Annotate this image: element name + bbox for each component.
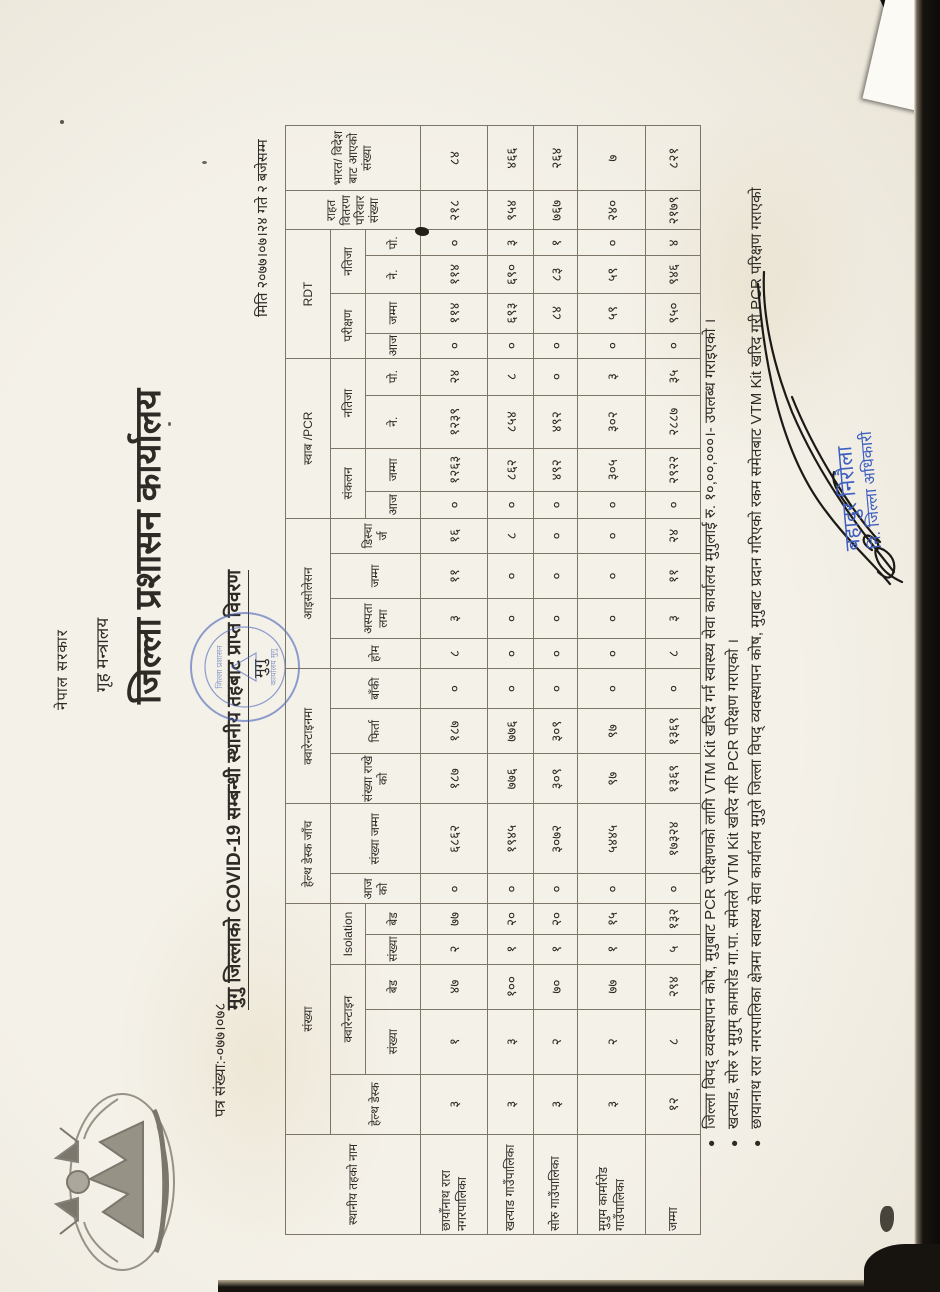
col-home-isolation: होम — [331, 639, 421, 669]
data-cell: ० — [534, 553, 578, 598]
data-cell: ८४ — [421, 126, 488, 191]
data-cell: २९२२ — [646, 448, 701, 491]
col-rdt-total: जम्मा — [366, 293, 421, 333]
data-cell: ९७ — [578, 754, 646, 804]
data-cell: ० — [534, 599, 578, 639]
bullet-icon: ● — [750, 1139, 764, 1147]
data-cell: १ — [488, 934, 534, 964]
data-cell: ० — [578, 669, 646, 709]
col-isolation-total: जम्मा — [331, 553, 421, 598]
data-cell: ११ — [421, 553, 488, 598]
data-cell: १६ — [421, 518, 488, 553]
data-cell: १३६९ — [646, 754, 701, 804]
row-name: छायाँनाथ रारा नगरपालिका — [421, 1134, 488, 1234]
data-cell: १८७ — [421, 709, 488, 754]
group-in-quarantine: क्वारेन्टाइनमा — [286, 669, 331, 804]
data-cell: ० — [646, 669, 701, 709]
col-quarantine-beds: बेड — [366, 964, 421, 1009]
data-cell: २० — [534, 904, 578, 934]
signatory-name: बहादुर निरौला — [833, 445, 866, 552]
group-isolation: आइसोलेसन — [286, 518, 331, 668]
col-relief-families: राहत वितरण परिवार संख्या — [286, 191, 421, 230]
col-pcr-negative: ने. — [366, 395, 421, 448]
data-cell: १२६३ — [421, 448, 488, 491]
data-cell: ० — [534, 639, 578, 669]
data-cell: ७७६ — [488, 709, 534, 754]
row-name: खत्याड गाउँपालिका — [488, 1134, 534, 1234]
letter-number: पत्र संख्या:-०७७।०७८ — [212, 1002, 229, 1117]
data-cell: ८ — [646, 1009, 701, 1074]
footnote-text: जिल्ला विपद् व्यवस्थापन कोष, मुगुबाट PCR परीक्षणको लागि VTM Kit खरिद गर्न स्वास्थ्य सेवा कार्यालय मुगुलाई रु. १०,००,०००।- उपलब्ध गराइएको । — [702, 318, 719, 1129]
col-rdt-negative: ने. — [366, 256, 421, 293]
data-cell: ५९ — [578, 293, 646, 333]
svg-text:जिल्ला प्रशासन: जिल्ला प्रशासन — [215, 645, 224, 689]
data-cell: २ — [534, 1009, 578, 1074]
data-cell: ० — [578, 491, 646, 518]
data-cell: ० — [534, 491, 578, 518]
data-cell: ० — [578, 639, 646, 669]
data-cell: ८३ — [534, 256, 578, 293]
data-cell: ७ — [578, 126, 646, 191]
subgroup-collection: संकलन — [331, 448, 366, 518]
data-cell: ११ — [646, 553, 701, 598]
data-cell: ७७ — [578, 964, 646, 1009]
data-cell: ० — [488, 639, 534, 669]
data-cell: ० — [534, 518, 578, 553]
col-hospital-isolation: अस्पतालमा — [331, 599, 421, 639]
data-cell: ५ — [646, 934, 701, 964]
district-name: मुगु — [252, 659, 269, 678]
col-rdt-positive: पो. — [366, 230, 421, 256]
table-row-total — [646, 126, 701, 1235]
col-discharged: डिस्चार्ज — [331, 518, 421, 553]
data-cell: ९४६ — [646, 256, 701, 293]
data-cell: १८७ — [421, 754, 488, 804]
nepal-emblem-watermark — [48, 1077, 188, 1282]
data-cell: ८५४ — [488, 395, 534, 448]
data-cell: ३ — [578, 358, 646, 395]
footnote-item — [700, 112, 722, 1147]
data-cell: १५ — [578, 904, 646, 934]
data-cell: ८ — [488, 358, 534, 395]
data-cell: ० — [578, 553, 646, 598]
col-pcr-today: आज — [366, 491, 421, 518]
col-remaining: बाँकी — [331, 669, 421, 709]
data-cell: ३ — [646, 599, 701, 639]
data-cell: ० — [534, 669, 578, 709]
document-title: मुगु जिल्लाको COVID-19 सम्बन्धी स्थानीय तहबाट प्राप्त विवरण — [220, 570, 249, 1010]
signatory-title: नि. जिल्ला अधिकारी — [858, 430, 886, 550]
data-cell: २४ — [646, 518, 701, 553]
data-cell: १२ — [646, 1074, 701, 1134]
data-cell: ३ — [534, 1074, 578, 1134]
data-cell: ७७ — [421, 904, 488, 934]
speckle — [60, 120, 64, 124]
data-cell: ० — [488, 669, 534, 709]
covid-report-table — [285, 125, 701, 1235]
bullet-icon: ● — [727, 1139, 741, 1147]
speckle — [202, 161, 207, 164]
data-cell: ० — [488, 491, 534, 518]
data-cell: ० — [488, 553, 534, 598]
ink-blot — [415, 227, 429, 236]
data-cell: ८ — [488, 518, 534, 553]
data-cell: ० — [578, 230, 646, 256]
data-cell: ९७ — [578, 709, 646, 754]
data-cell: १२३९ — [421, 395, 488, 448]
date-line: मिति २०७७।०७।२४ गते २ बजेसम्म — [255, 139, 271, 317]
data-cell: १ — [534, 934, 578, 964]
data-cell: ५४४५ — [578, 804, 646, 874]
data-cell: ११४ — [421, 293, 488, 333]
col-local-level-name: स्थानीय तहको नाम — [286, 1134, 421, 1234]
data-cell: ० — [488, 333, 534, 358]
table-header — [286, 126, 421, 1235]
col-arrived-from-india-abroad: भारत/ विदेश बाट आएको संख्या — [286, 126, 421, 191]
data-cell: २ — [421, 934, 488, 964]
col-health-desk: हेल्थ डेस्क — [331, 1074, 421, 1134]
footnote-item — [723, 112, 745, 1147]
data-cell: ० — [578, 599, 646, 639]
data-cell: ४९२ — [534, 395, 578, 448]
data-cell: ० — [488, 874, 534, 904]
data-cell: २८८७ — [646, 395, 701, 448]
col-today-check: आजको — [331, 874, 421, 904]
data-cell: ३ — [421, 1074, 488, 1134]
data-cell: ३०५ — [578, 448, 646, 491]
bullet-icon: ● — [704, 1139, 718, 1147]
data-cell: ३०२ — [578, 395, 646, 448]
data-cell: ४६६ — [488, 126, 534, 191]
data-cell: २० — [488, 904, 534, 934]
data-cell: ० — [578, 333, 646, 358]
data-cell: ३ — [488, 1009, 534, 1074]
data-cell: ११४ — [421, 256, 488, 293]
data-cell: ६९३ — [488, 293, 534, 333]
data-cell: ३ — [421, 599, 488, 639]
group-swab-pcr: स्वाब /PCR — [286, 358, 331, 518]
table-row — [421, 126, 488, 1235]
scan-corner-shadow-bottom-right — [864, 1244, 940, 1292]
data-cell: ० — [421, 230, 488, 256]
data-cell: १०० — [488, 964, 534, 1009]
col-returned: फिर्ता — [331, 709, 421, 754]
data-cell: १ — [421, 1009, 488, 1074]
table-row — [534, 126, 578, 1235]
subgroup-pcr-result: नतिजा — [331, 358, 366, 448]
data-cell: ० — [421, 491, 488, 518]
data-cell: ८ — [646, 639, 701, 669]
data-cell: १९४५ — [488, 804, 534, 874]
subgroup-quarantine: क्वारेन्टाइन — [331, 964, 366, 1074]
footnote-text: छायानाथ रारा नगरपालिका क्षेत्रमा स्वास्थ्य सेवा कार्यालय मुगुले जिल्ला विपद् व्यवस्थापन कोष, मुगुबाट प्रदान गरिएको रकम समेतबाट VTM Kit खरिद गरी PCR परिक्षण गराएको — [748, 187, 765, 1129]
data-cell: ० — [534, 874, 578, 904]
data-cell: ० — [421, 333, 488, 358]
data-cell: ८६२ — [488, 448, 534, 491]
group-sankhya: संख्या — [286, 904, 331, 1134]
scan-edge-right — [914, 0, 940, 1292]
col-pcr-positive: पो. — [366, 358, 421, 395]
data-cell: ० — [646, 491, 701, 518]
data-cell: ३०९ — [534, 754, 578, 804]
subgroup-isolation: Isolation — [331, 904, 366, 964]
data-cell: १३६९ — [646, 709, 701, 754]
data-cell: ३ — [488, 230, 534, 256]
data-cell: ० — [421, 669, 488, 709]
data-cell: २९४ — [646, 964, 701, 1009]
data-cell: ७० — [534, 964, 578, 1009]
scan-edge-bottom — [218, 1280, 940, 1292]
data-cell: ० — [646, 874, 701, 904]
data-cell: ९५० — [646, 293, 701, 333]
data-cell: ३ — [578, 1074, 646, 1134]
data-cell: ० — [578, 874, 646, 904]
data-cell: २४० — [578, 191, 646, 230]
data-cell: १ — [534, 230, 578, 256]
data-cell: ६८६२ — [421, 804, 488, 874]
government-name: नेपाल सरकार — [54, 629, 71, 710]
col-rdt-today: आज — [366, 333, 421, 358]
subgroup-rdt-result: नतिजा — [331, 230, 366, 293]
table-body — [421, 126, 701, 1235]
speckle — [880, 1206, 894, 1232]
data-cell: ४ — [646, 230, 701, 256]
data-cell: ० — [646, 333, 701, 358]
table-row — [488, 126, 534, 1235]
row-name: मुगुम कार्मारोड गाउँपालिका — [578, 1134, 646, 1234]
col-kept-count: संख्या राखे को — [331, 754, 421, 804]
data-cell: ४७ — [421, 964, 488, 1009]
data-cell: २४ — [421, 358, 488, 395]
data-cell: ६९० — [488, 256, 534, 293]
data-cell: २१७९ — [646, 191, 701, 230]
footnote-text: खत्याड, सोरु र मुगुम् कामारोड गा.पा. समेतले VTM Kit खरिद गरि PCR परिक्षण गराएको । — [725, 638, 742, 1129]
data-cell: ३५ — [646, 358, 701, 395]
group-rdt: RDT — [286, 230, 331, 358]
table-row — [578, 126, 646, 1235]
data-cell: ७६७ — [534, 191, 578, 230]
subgroup-rdt-test: परीक्षण — [331, 293, 366, 358]
svg-text:कार्यालय मुगु: कार्यालय मुगु — [269, 648, 278, 686]
data-cell: ४९२ — [534, 448, 578, 491]
col-pcr-total: जम्मा — [366, 448, 421, 491]
data-cell: ५९ — [578, 256, 646, 293]
data-cell: २१८ — [421, 191, 488, 230]
data-cell: २ — [578, 1009, 646, 1074]
speckle — [168, 422, 171, 426]
data-cell: ० — [534, 358, 578, 395]
data-cell: १३२ — [646, 904, 701, 934]
group-health-desk-check: हेल्थ डेस्क जाँच — [286, 804, 331, 904]
data-cell: ० — [534, 333, 578, 358]
col-total-checked: संख्या जम्मा — [331, 804, 421, 874]
data-cell: ९५४ — [488, 191, 534, 230]
data-cell: ० — [578, 518, 646, 553]
row-name: जम्मा — [646, 1134, 701, 1234]
data-cell: २६४ — [534, 126, 578, 191]
data-cell: १ — [578, 934, 646, 964]
row-name: सोरु गाउँपालिका — [534, 1134, 578, 1234]
data-cell: ३०९ — [534, 709, 578, 754]
data-cell: ८ — [421, 639, 488, 669]
data-cell: ७७६ — [488, 754, 534, 804]
col-isolation-count: संख्या — [366, 934, 421, 964]
data-cell: ० — [488, 599, 534, 639]
data-cell: ३०७२ — [534, 804, 578, 874]
office-name: जिल्ला प्रशासन कार्यालय — [128, 388, 168, 704]
ministry-name: गृह मन्त्रालय — [93, 617, 112, 692]
signature-scribble — [752, 262, 912, 602]
data-cell: ८४ — [534, 293, 578, 333]
data-cell: १७३२४ — [646, 804, 701, 874]
col-quarantine-count: संख्या — [366, 1009, 421, 1074]
data-cell: ० — [421, 874, 488, 904]
data-cell: ८२१ — [646, 126, 701, 191]
data-cell: ३ — [488, 1074, 534, 1134]
col-isolation-beds: बेड — [366, 904, 421, 934]
